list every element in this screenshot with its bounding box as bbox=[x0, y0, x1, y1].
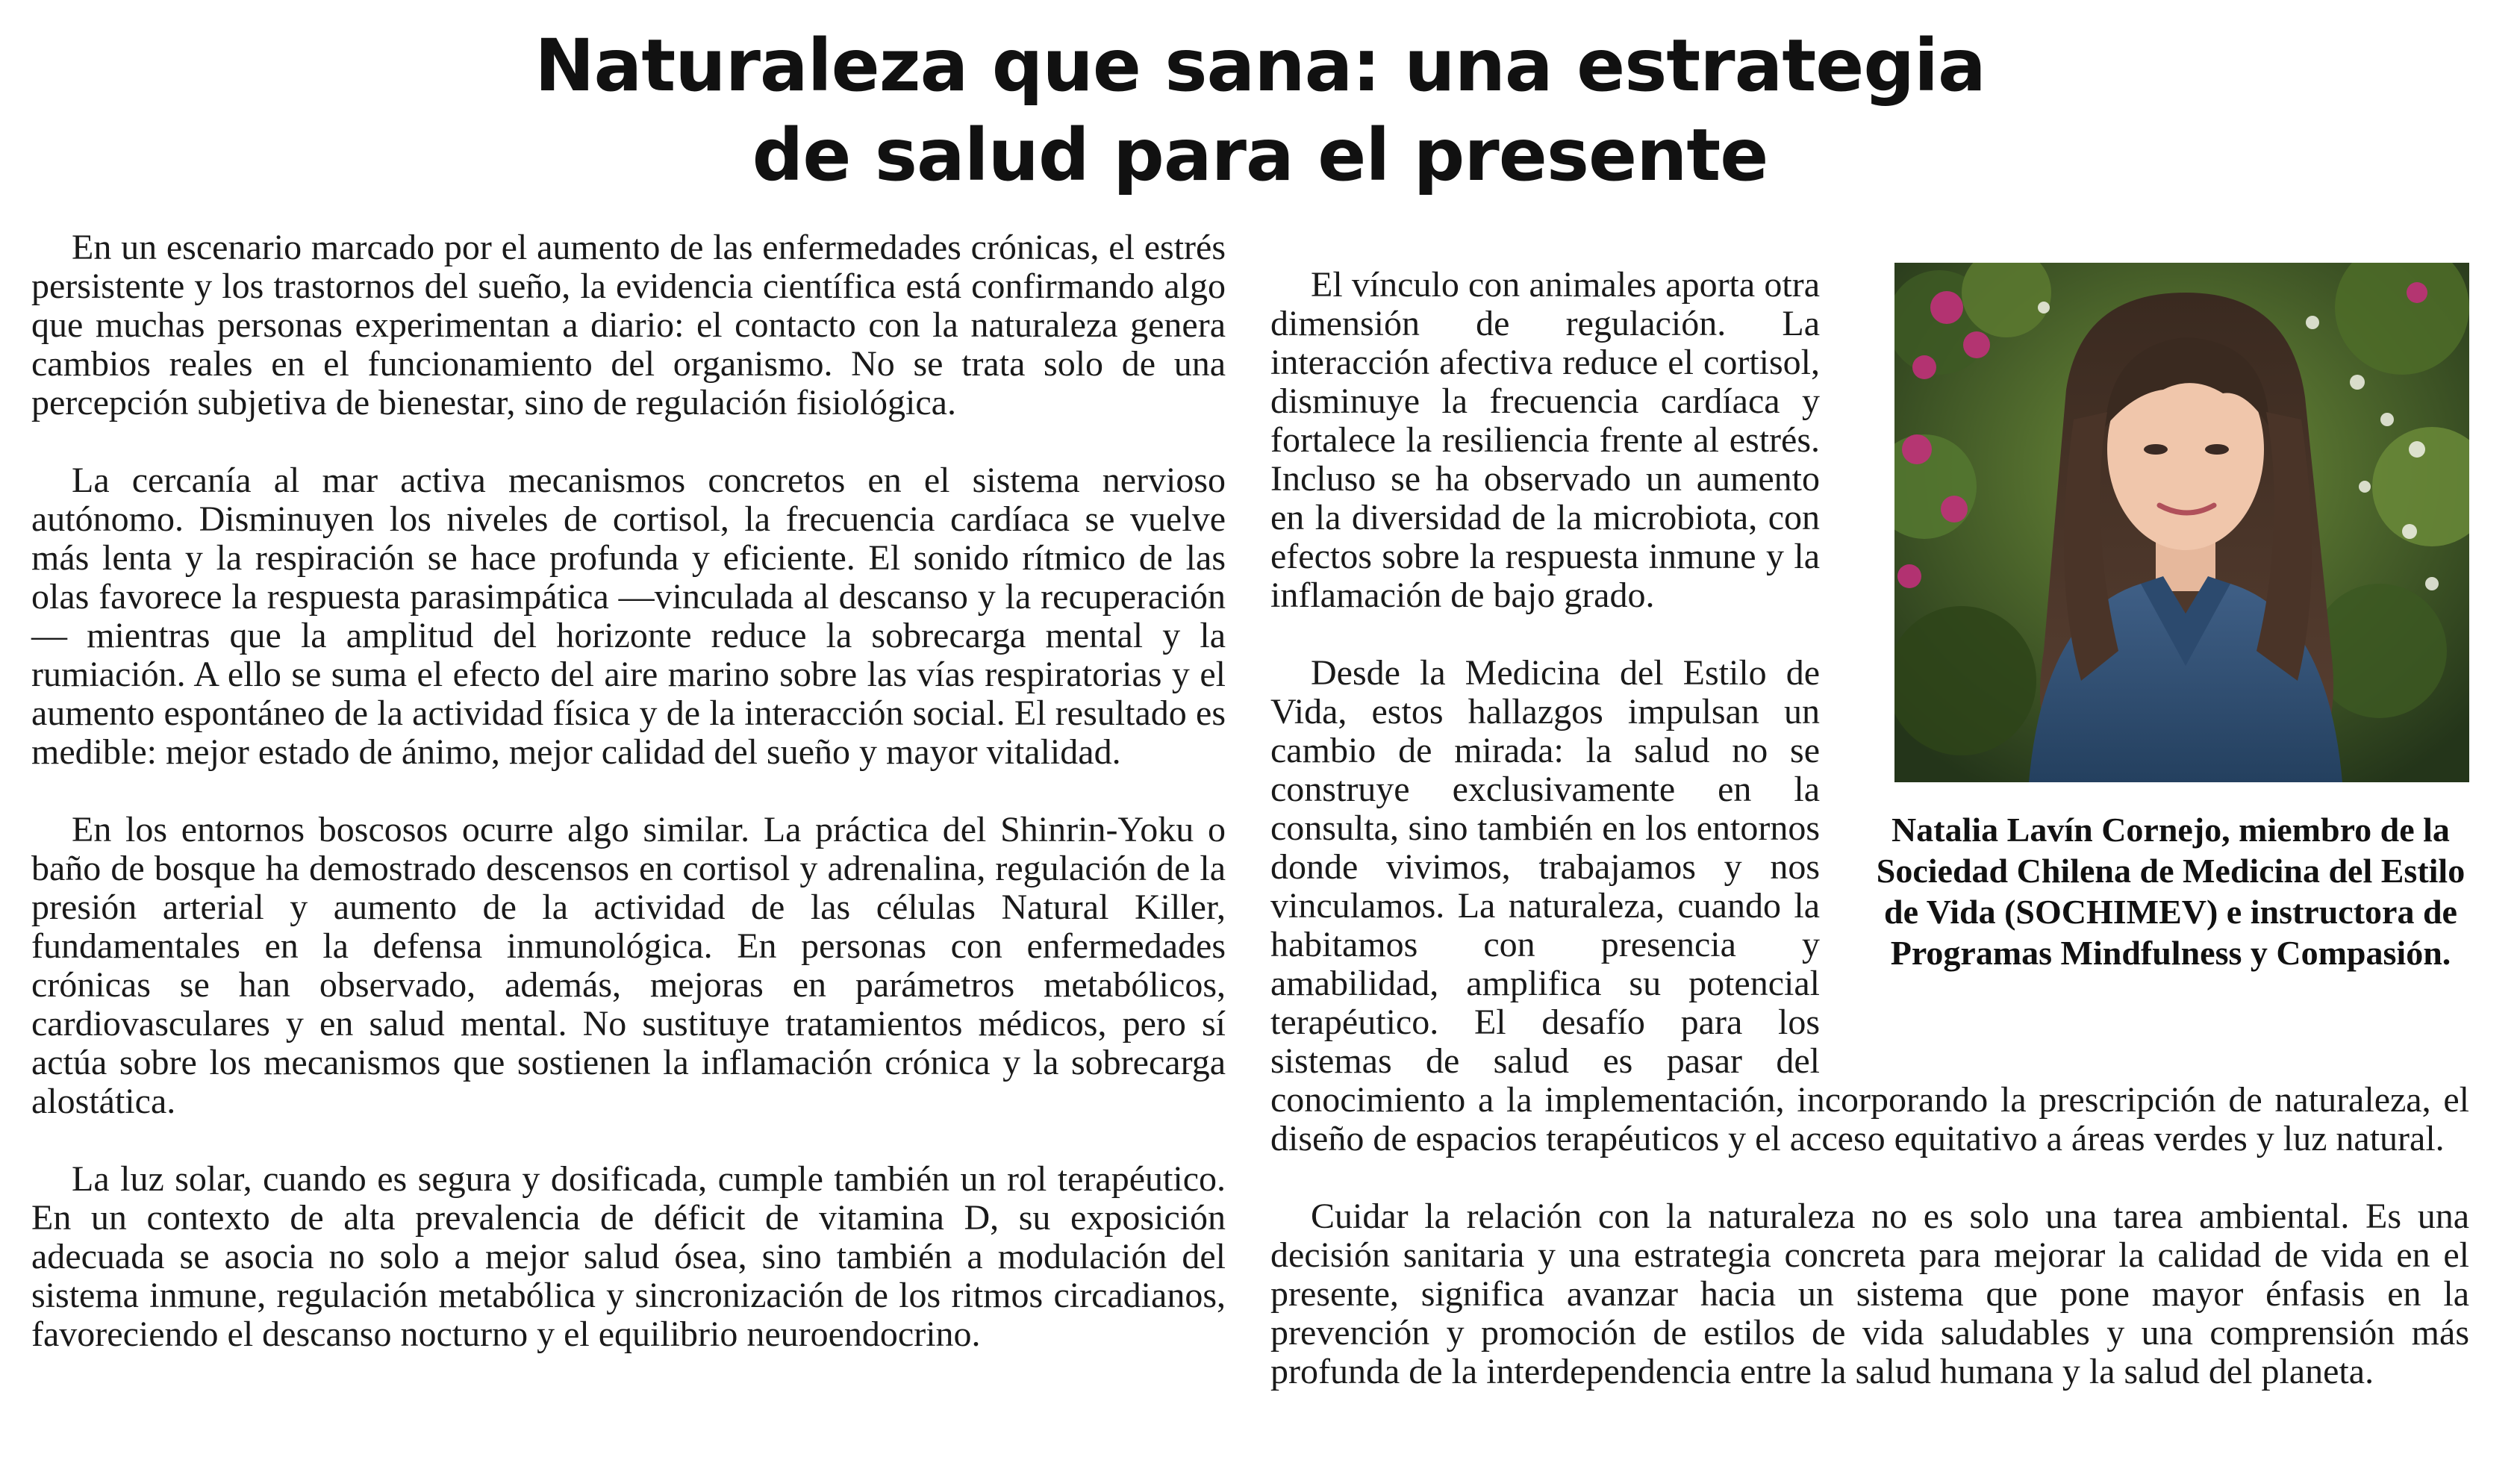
paragraph: En los entornos boscosos ocurre algo similar. La práctica del Shinrin-Yoku o baño de bosque ha demostrado descensos en cortisol y adrenalina, regulación de la presión arterial y aumento de la actividad de las células Natural Killer, fundamentales en la defensa inmunológica. En personas con enfermedades crónicas se han observado, además, mejoras en parámetros metabólicos, cardiovasculares y en salud mental. No sustituye tratamientos médicos, pero sí actúa sobre los mecanismos que sostienen la inflamación crónica y la sobrecarga alostática. bbox=[31, 810, 1226, 1121]
paragraph: En un escenario marcado por el aumento de las enfermedades crónicas, el estrés persistente y los trastornos del sueño, la evidencia científica está confirmando algo que muchas personas experimentan a diario: el contacto con la naturaleza genera cambios reales en el funcionamiento del organismo. No se trata solo de una percepción subjetiva de bienestar, sino de regulación fisiológica. bbox=[31, 228, 1226, 422]
paragraph: El vínculo con animales aporta otra dimensión de regulación. La interacción afectiva reduce el cortisol, disminuye la frecuencia cardíaca y fortalece la resiliencia frente al estrés. Incluso se ha observado un aumento en la diversidad de la microbiota, con efectos sobre la respuesta inmune y la inflamación de bajo grado. bbox=[1270, 265, 1820, 615]
paragraph: La luz solar, cuando es segura y dosificada, cumple también un rol terapéutico. En un contexto de alta prevalencia de déficit de vitamina D, su exposición adecuada se asocia no solo a mejor salud ósea, sino también a modulación del sistema inmune, regulación metabólica y sincronización de los ritmos circadianos, favoreciendo el descanso nocturno y el equilibrio neuroendocrino. bbox=[31, 1159, 1226, 1354]
photo-caption: Natalia Lavín Cornejo, miembro de la Sociedad Chilena de Medicina del Estilo de Vida (SOCHIMEV) e instructora de Programas Mindfulness y Compasión. bbox=[1876, 811, 2466, 972]
headline-line-1: Naturaleza que sana: una estrategia bbox=[534, 24, 1986, 107]
paragraph: Cuidar la relación con la naturaleza no es solo una tarea ambiental. Es una decisión sanitaria y una estrategia concreta para mejorar la calidad de vida en el presente, significa avanzar hacia un sistema que pone mayor énfasis en la prevención y promoción de estilos de vida saludables y una comprensión más profunda de la interdependencia entre la salud humana y la salud del planeta. bbox=[1270, 1197, 2469, 1391]
headline-line-2: de salud para el presente bbox=[752, 113, 1768, 197]
author-photo bbox=[1894, 263, 2469, 782]
paragraph: Desde la Medicina del Estilo de Vida, estos hallazgos impulsan un cambio de mirada: la salud no se construye exclusivamente en la consulta, sino también en los entornos donde vivimos, trabajamos y nos vinculamos. La naturaleza, cuando la habitamos con presencia y amabilidad, amplifica su potencial terapéutico. El desafío para los sistemas de salud es pasar del conocimiento a la implementación, incorporando la prescripción de naturaleza, el diseño de espacios terapéuticos y el acceso equitativo a áreas verdes y luz natural. bbox=[1270, 653, 2469, 1158]
headline bbox=[0, 21, 2520, 200]
right-column bbox=[1270, 266, 2469, 1391]
paragraph: La cercanía al mar activa mecanismos concretos en el sistema nervioso autónomo. Disminuyen los niveles de cortisol, la frecuencia cardíaca se vuelve más lenta y la respiración se hace profunda y eficiente. El sonido rítmico de las olas favorece la respuesta parasimpática —vinculada al descanso y la recuperación— mientras que la amplitud del horizonte reduce la sobrecarga mental y la rumiación. A ello se suma el efecto del aire marino sobre las vías respiratorias y el aumento espontáneo de la actividad física y de la interacción social. El resultado es medible: mejor estado de ánimo, mejor calidad del sueño y mayor vitalidad. bbox=[31, 461, 1226, 772]
photo-block bbox=[1850, 263, 2469, 1058]
left-column bbox=[31, 228, 1226, 1354]
